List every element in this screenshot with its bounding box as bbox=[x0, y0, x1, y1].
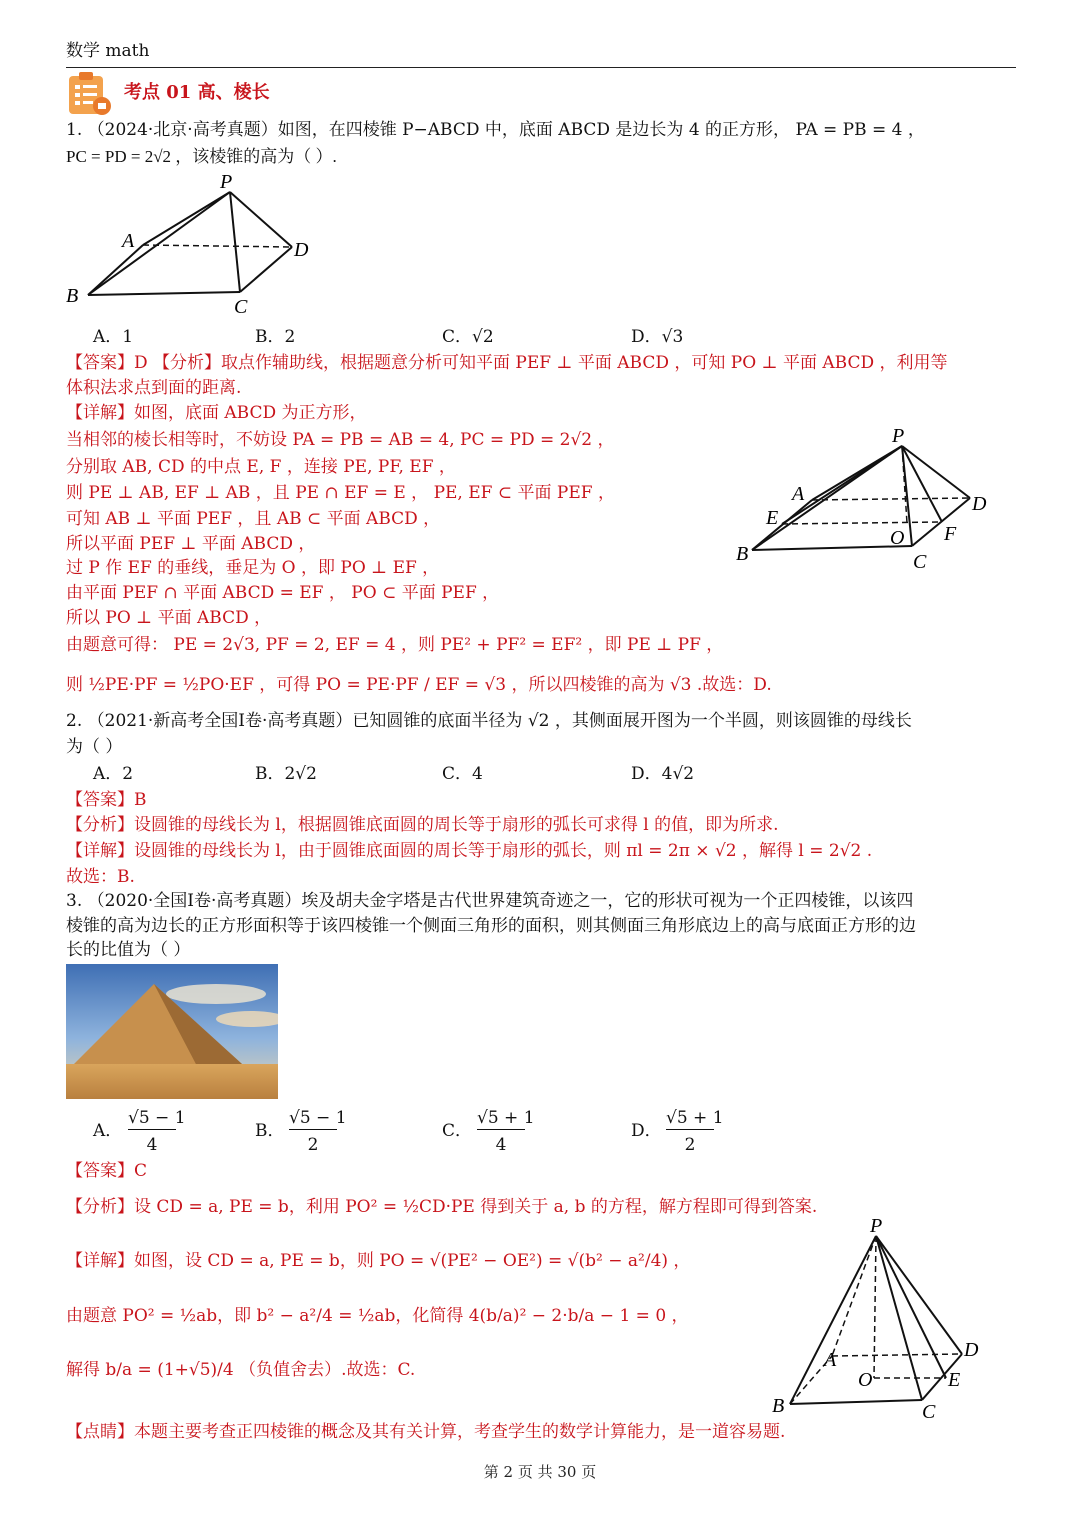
q3-stem-line2: 棱锥的高为边长的正方形面积等于该四棱锥一个侧面三角形的面积，则其侧面三角形底边上的高与底面正方形的边 bbox=[66, 916, 916, 936]
q1-pyramid-figure bbox=[60, 170, 330, 320]
q3-detail-2: 由题意 PO² = ½ab，即 b² − a²/4 = ½ab，化简得 4(b/a)² − 2·b/a − 1 = 0 ， bbox=[66, 1306, 689, 1326]
q2-option-d: D．4√2 bbox=[631, 764, 695, 784]
q1-detail-10: 则 ½PE·PF = ½PO·EF ，可得 PO = PE·PF / EF = √3 ，所以四棱锥的高为 √3 .故选：D. bbox=[66, 675, 772, 695]
checklist-icon bbox=[66, 70, 112, 116]
q2-answer: 【答案】B bbox=[66, 790, 147, 810]
q3-option-d-num: √5 + 1 bbox=[666, 1108, 724, 1128]
q1-answer-line2: 体积法求点到面的距离. bbox=[66, 378, 242, 398]
q1-detail-9: 由题意可得： PE = 2√3, PF = 2, EF = 4 ，则 PE² + PF² = EF² ，即 PE ⊥ PF ， bbox=[66, 635, 724, 655]
q2-option-c: C．4 bbox=[442, 764, 483, 784]
q3-label-c: C bbox=[922, 1401, 936, 1423]
q3-detail-1: 【详解】如图，设 CD = a, PE = b，则 PO = √(PE² − OE²) = √(b² − a²/4) ， bbox=[66, 1251, 691, 1271]
q1-label-a: A bbox=[122, 230, 135, 252]
q1-fig2-label-c: C bbox=[913, 551, 927, 573]
q3-label-e: E bbox=[948, 1369, 961, 1391]
q1-option-b: B．2 bbox=[255, 327, 296, 347]
q1-detail-0: 【详解】如图，底面 ABCD 为正方形， bbox=[66, 403, 367, 423]
q3-detail-3: 解得 b/a = (1+√5)/4 （负值舍去）.故选：C. bbox=[66, 1360, 416, 1380]
q3-analysis: 【分析】设 CD = a, PE = b，利用 PO² = ½CD·PE 得到关于 a, b 的方程，解方程即可得到答案. bbox=[66, 1197, 818, 1217]
q1-stem-line2: PC = PD = 2√2 ，该棱锥的高为（ ）. bbox=[66, 147, 337, 166]
q2-detail: 【详解】设圆锥的母线长为 l，由于圆锥底面圆的周长等于扇形的弧长，则 πl = 2π × √2 ，解得 l = 2√2 . bbox=[66, 841, 873, 861]
q1-fig2-label-o: O bbox=[890, 527, 905, 549]
q2-analysis: 【分析】设圆锥的母线长为 l，根据圆锥底面圆的周长等于扇形的弧长可求得 l 的值，即为所求. bbox=[66, 815, 779, 835]
q1-label-c: C bbox=[234, 296, 248, 318]
q3-option-c-num: √5 + 1 bbox=[477, 1108, 535, 1128]
q3-label-a: A bbox=[824, 1349, 837, 1371]
q3-option-a-den: 4 bbox=[146, 1135, 158, 1155]
q1-option-c: C．√2 bbox=[442, 327, 494, 347]
q1-label-p: P bbox=[220, 171, 233, 193]
q1-detail-6: 过 P 作 EF 的垂线，垂足为 O ，即 PO ⊥ EF ， bbox=[66, 558, 440, 578]
q1-fig2-label-p: P bbox=[892, 425, 905, 447]
q1-detail-5: 所以平面 PEF ⊥ 平面 ABCD ， bbox=[66, 534, 316, 554]
q2-stem-line1: 2. （2021·新高考全国Ⅰ卷·高考真题）已知圆锥的底面半径为 √2 ，其侧面展开图为一个半圆，则该圆锥的母线长 bbox=[66, 711, 912, 731]
header-divider bbox=[66, 67, 1016, 68]
q2-option-b: B．2√2 bbox=[255, 764, 317, 784]
q1-detail-8: 所以 PO ⊥ 平面 ABCD ， bbox=[66, 608, 272, 628]
q1-fig2-label-a: A bbox=[792, 483, 805, 505]
q3-option-c-den: 4 bbox=[495, 1135, 507, 1155]
q3-label-o: O bbox=[858, 1369, 873, 1391]
q3-option-c-letter: C． bbox=[442, 1121, 473, 1141]
q3-option-b-letter: B． bbox=[255, 1121, 285, 1141]
q1-detail-1: 当相邻的棱长相等时，不妨设 PA = PB = AB = 4, PC = PD = 2√2 ， bbox=[66, 430, 615, 450]
q1-label-d: D bbox=[294, 239, 309, 261]
page-footer: 第 2 页 共 30 页 bbox=[483, 1463, 597, 1481]
q3-stem-line1: 3. （2020·全国Ⅰ卷·高考真题）埃及胡夫金字塔是古代世界建筑奇迹之一，它的形状可视为一个正四棱锥，以该四 bbox=[66, 891, 914, 911]
q3-option-b-num: √5 − 1 bbox=[289, 1108, 347, 1128]
q3-option-a-letter: A． bbox=[93, 1121, 123, 1141]
q1-fig2-label-b: B bbox=[736, 543, 749, 565]
q1-option-d: D．√3 bbox=[631, 327, 684, 347]
q3-option-a-num: √5 − 1 bbox=[128, 1108, 186, 1128]
q3-label-b: B bbox=[772, 1395, 785, 1417]
q3-label-p: P bbox=[870, 1216, 883, 1237]
q3-option-d-den: 2 bbox=[684, 1135, 696, 1155]
q2-choose: 故选：B. bbox=[66, 867, 135, 887]
q1-solution-figure bbox=[730, 420, 1000, 575]
q2-option-a: A．2 bbox=[93, 764, 134, 784]
q3-stem-line3: 长的比值为（ ） bbox=[66, 940, 191, 960]
q3-option-b-den: 2 bbox=[307, 1135, 319, 1155]
q3-label-d: D bbox=[964, 1339, 979, 1361]
q1-stem-line1: 1. （2024·北京·高考真题）如图，在四棱锥 P−ABCD 中，底面 ABCD 是边长为 4 的正方形， PA = PB = 4 ， bbox=[66, 120, 925, 140]
page-header: 数学 math bbox=[66, 41, 150, 61]
q1-detail-7: 由平面 PEF ∩ 平面 ABCD = EF ， PO ⊂ 平面 PEF ， bbox=[66, 583, 500, 603]
pyramid-photo bbox=[66, 964, 278, 1099]
q3-pyramid-figure bbox=[762, 1216, 992, 1426]
q2-stem-line2: 为（ ） bbox=[66, 737, 123, 757]
q1-answer-line1: 【答案】D 【分析】取点作辅助线，根据题意分析可知平面 PEF ⊥ 平面 ABCD ，可知 PO ⊥ 平面 ABCD ，利用等 bbox=[66, 353, 948, 373]
q1-detail-2: 分别取 AB, CD 的中点 E, F ，连接 PE, PF, EF ， bbox=[66, 457, 456, 477]
q3-answer: 【答案】C bbox=[66, 1161, 148, 1181]
q3-option-d-letter: D． bbox=[631, 1121, 662, 1141]
q1-detail-3: 则 PE ⊥ AB, EF ⊥ AB ，且 PE ∩ EF = E ， PE, EF ⊂ 平面 PEF ， bbox=[66, 483, 615, 503]
q1-option-a: A．1 bbox=[93, 327, 134, 347]
q1-fig2-label-f: F bbox=[944, 523, 957, 545]
q1-detail-4: 可知 AB ⊥ 平面 PEF ，且 AB ⊂ 平面 ABCD ， bbox=[66, 509, 441, 529]
q1-fig2-label-e: E bbox=[766, 507, 779, 529]
q1-label-b: B bbox=[66, 285, 79, 307]
q3-comment: 【点睛】本题主要考查正四棱锥的概念及其有关计算，考查学生的数学计算能力，是一道容易题. bbox=[66, 1422, 786, 1442]
section-title: 考点 01 高、棱长 bbox=[124, 82, 270, 103]
q1-fig2-label-d: D bbox=[972, 493, 987, 515]
